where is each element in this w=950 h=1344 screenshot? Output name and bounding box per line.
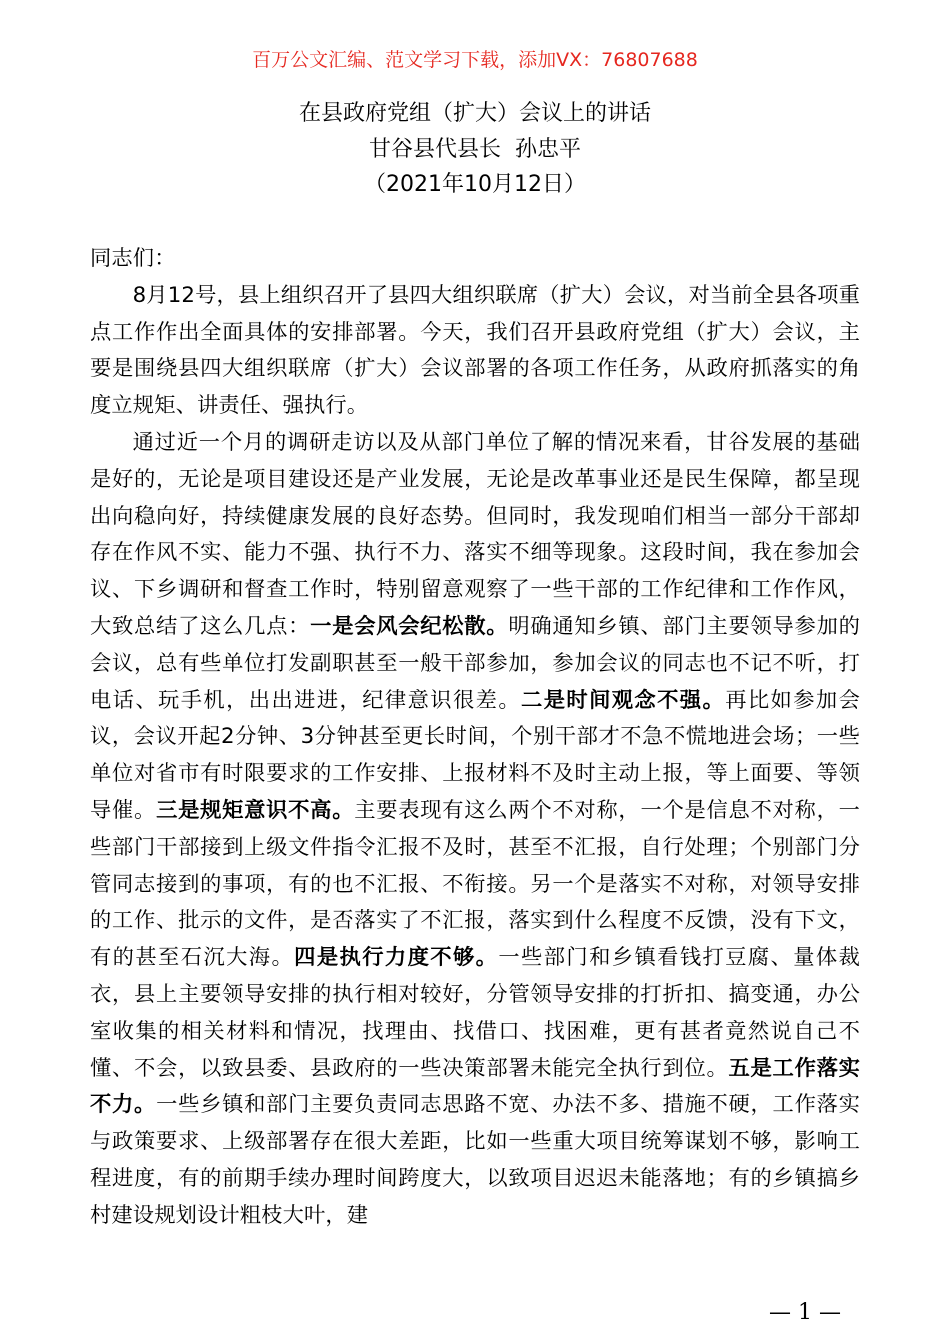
- point-2-heading: 二是时间观念不强。: [521, 687, 726, 713]
- page-number: — 1 —: [769, 1300, 841, 1325]
- title-block: [0, 96, 950, 203]
- point-1-text: 明确通知乡镇、部门主要领导参加的会议，总有些单位打发副职甚至一般干部参加，参加会议的同志也不记不听，打电话、玩手机，出出进进，纪律意识很差。: [90, 613, 860, 713]
- speech-title: 在县政府党组（扩大）会议上的讲话: [298, 101, 651, 126]
- paragraph-1: 8月12号，县上组织召开了县四大组织联席（扩大）会议，对当前全县各项重点工作作出全面具体的安排部署。今天，我们召开县政府党组（扩大）会议，主要是围绕县四大组织联席（扩大）会议部署的各项工作任务，从政府抓落实的角度立规矩、讲责任、强执行。: [90, 282, 860, 419]
- document-body: [90, 241, 860, 1235]
- speaker-line: 甘谷县代县长 孙忠平: [369, 136, 581, 162]
- point-2-text: 再比如参加会议，会议开起2分钟、3分钟甚至更长时间，个别干部才不急不慌地进会场；一些单位对省市有时限要求的工作安排、上报材料不及时主动上报，等上面要、等领导催。: [90, 687, 861, 823]
- point-4-text: 一些部门和乡镇看钱打豆腐、量体裁衣，县上主要领导安排的执行相对较好，分管领导安排的打折扣、搞变通，办公室收集的相关材料和情况，找理由、找借口、找困难，更有甚者竟然说自己不懂、不会，以致县委、县政府的一些决策部署未能完全执行到位。: [90, 945, 861, 1081]
- paragraph-2-intro: 通过近一个月的调研走访以及从部门单位了解的情况来看，甘谷发展的基础是好的，无论是项目建设还是产业发展，无论是改革事业还是民生保障，都呈现出向稳向好，持续健康发展的良好态势。但同时，我发现咱们相当一部分干部却存在作风不实、能力不强、执行不力、落实不细等现象。这段时间，我在参加会议、下乡调研和督查工作时，特别留意观察了一些干部的工作纪律和工作作风，大致总结了这么几点：: [90, 429, 860, 639]
- paragraph-2: [90, 425, 860, 1235]
- point-4-heading: 四是执行力度不够。: [294, 945, 499, 971]
- point-5-heading: 五是工作落实不力。: [90, 1055, 860, 1118]
- promo-banner: 百万公文汇编、范文学习下载，添加VX：76807688: [252, 49, 698, 71]
- speech-date: （2021年10月12日）: [364, 172, 586, 197]
- point-1-heading: 一是会风会纪松散。: [310, 613, 509, 639]
- point-3-text: 主要表现有这么两个不对称，一个是信息不对称，一些部门干部接到上级文件指令汇报不及时，甚至不汇报，自行处理；个别部门分管同志接到的事项，有的也不汇报、不衔接。另一个是落实不对称，对领导安排的工作、批示的文件，是否落实了不汇报，落实到什么程度不反馈，没有下文，有的甚至石沉大海。: [90, 797, 860, 971]
- salutation: 同志们：: [90, 246, 176, 271]
- point-5-text: 一些乡镇和部门主要负责同志思路不宽、办法不多、措施不硬，工作落实与政策要求、上级部署存在很大差距，比如一些重大项目统筹谋划不够，影响工程进度，有的前期手续办理时间跨度大，以致项目迟迟未能落地；有的乡镇搞乡村建设规划设计粗枝大叶，建: [90, 1092, 860, 1228]
- point-3-heading: 三是规矩意识不高。: [156, 797, 355, 823]
